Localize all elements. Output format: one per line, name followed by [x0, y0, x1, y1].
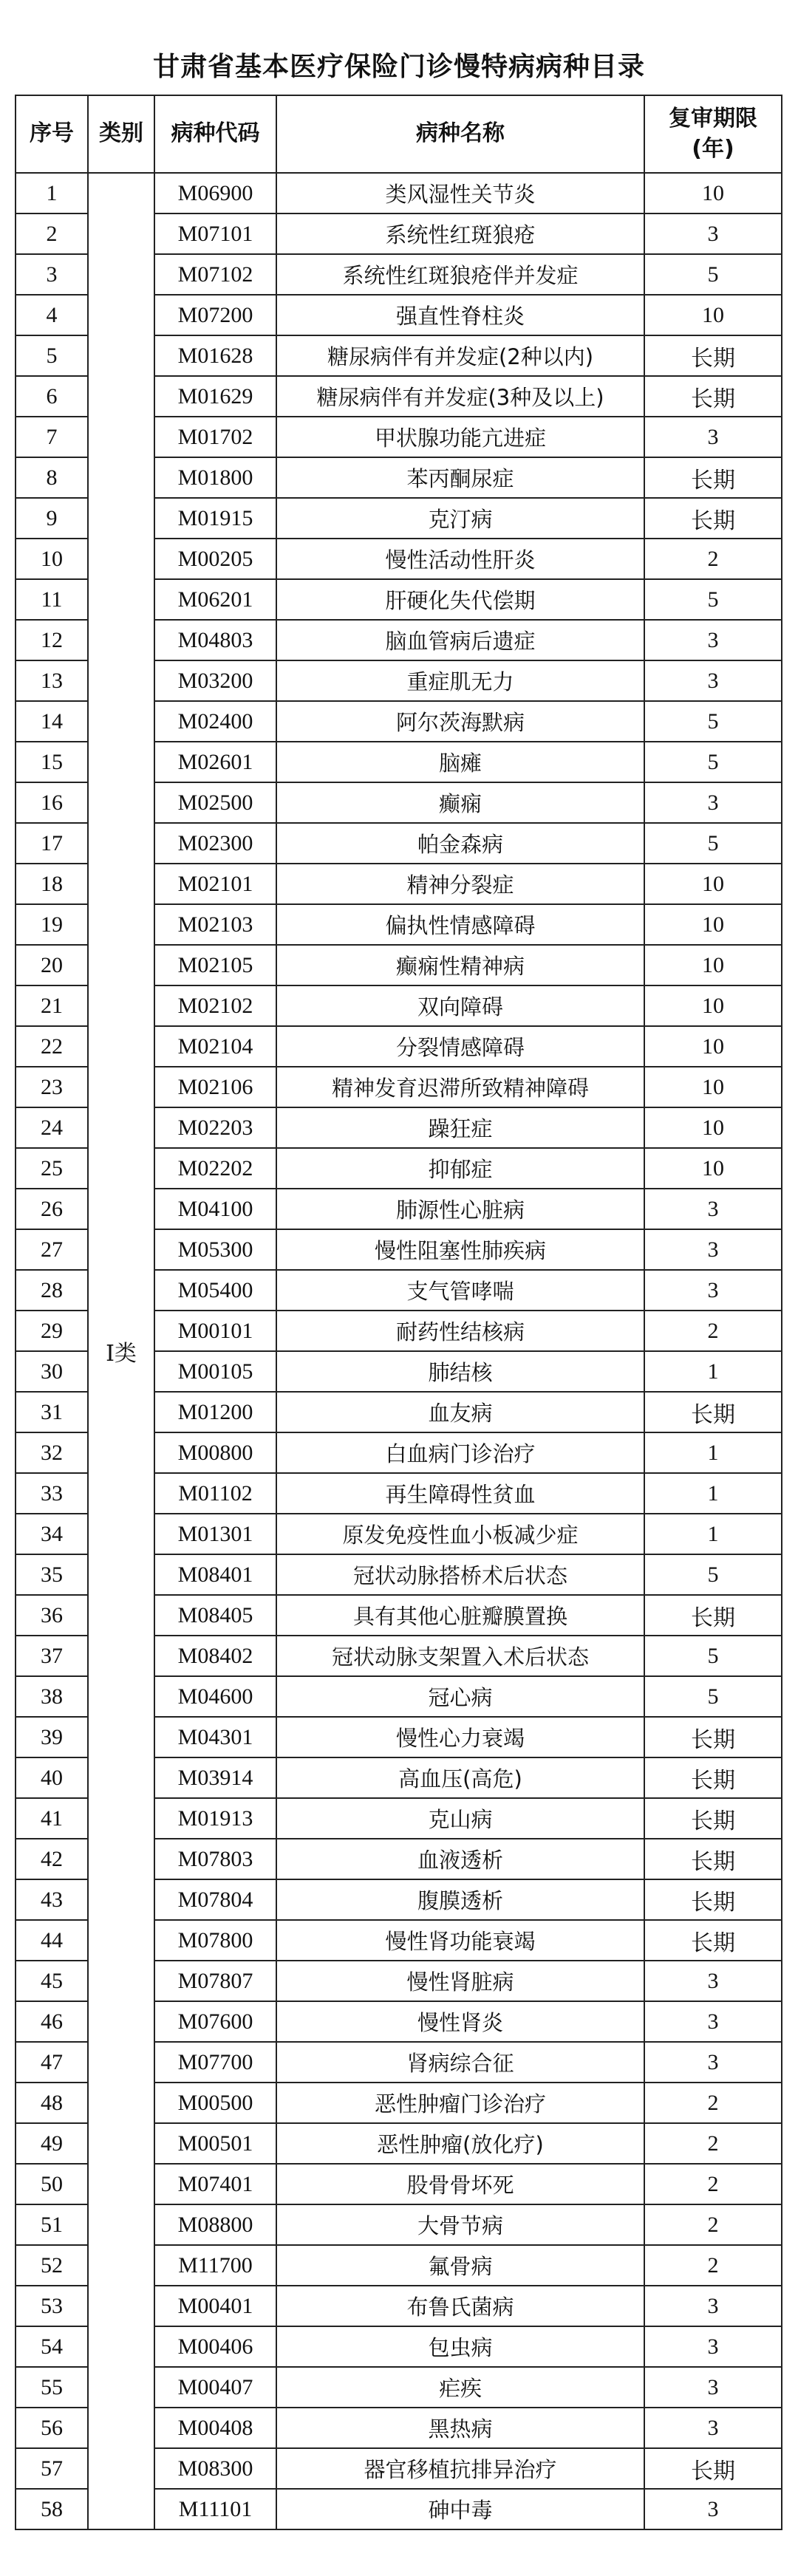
disease-name: 肾病综合征	[276, 2042, 644, 2083]
page-title: 甘肃省基本医疗保险门诊慢特病病种目录	[152, 52, 645, 82]
disease-code: M01301	[154, 1514, 276, 1554]
review-period: 长期	[644, 457, 782, 498]
review-period: 3	[644, 782, 782, 823]
row-index: 21	[16, 985, 88, 1026]
disease-code: M00406	[154, 2326, 276, 2367]
review-period: 1	[644, 1514, 782, 1554]
disease-name: 再生障碍性贫血	[276, 1473, 644, 1514]
review-period: 3	[644, 2042, 782, 2083]
review-period: 2	[644, 2083, 782, 2123]
disease-code: M02203	[154, 1107, 276, 1148]
review-period: 长期	[644, 376, 782, 417]
disease-code: M00800	[154, 1432, 276, 1473]
review-period: 1	[644, 1432, 782, 1473]
row-index: 55	[16, 2367, 88, 2408]
row-index: 46	[16, 2001, 88, 2042]
disease-name: 血友病	[276, 1392, 644, 1432]
disease-name: 苯丙酮尿症	[276, 457, 644, 498]
row-index: 24	[16, 1107, 88, 1148]
table-row	[16, 173, 782, 213]
disease-code: M02102	[154, 985, 276, 1026]
disease-name: 肝硬化失代偿期	[276, 579, 644, 620]
disease-name: 糖尿病伴有并发症(3种及以上)	[276, 376, 644, 417]
row-index: 20	[16, 945, 88, 985]
review-period: 3	[644, 213, 782, 254]
disease-name: 黑热病	[276, 2408, 644, 2448]
header-name: 病种名称	[276, 95, 644, 173]
row-index: 8	[16, 457, 88, 498]
row-index: 41	[16, 1798, 88, 1839]
row-index: 19	[16, 904, 88, 945]
disease-code: M00401	[154, 2286, 276, 2326]
row-index: 15	[16, 742, 88, 782]
disease-code: M01702	[154, 417, 276, 457]
disease-name: 大骨节病	[276, 2204, 644, 2245]
row-index: 14	[16, 701, 88, 742]
row-index: 34	[16, 1514, 88, 1554]
row-index: 48	[16, 2083, 88, 2123]
review-period: 10	[644, 864, 782, 904]
disease-name: 肺源性心脏病	[276, 1189, 644, 1229]
disease-name: 类风湿性关节炎	[276, 173, 644, 213]
row-index: 29	[16, 1311, 88, 1351]
review-period: 长期	[644, 498, 782, 539]
disease-name: 支气管哮喘	[276, 1270, 644, 1311]
disease-code: M05400	[154, 1270, 276, 1311]
review-period: 长期	[644, 1392, 782, 1432]
disease-code: M02101	[154, 864, 276, 904]
row-index: 16	[16, 782, 88, 823]
review-period: 3	[644, 1229, 782, 1270]
review-period: 10	[644, 985, 782, 1026]
disease-code: M00407	[154, 2367, 276, 2408]
review-period: 3	[644, 2001, 782, 2042]
disease-name: 冠状动脉支架置入术后状态	[276, 1636, 644, 1676]
row-index: 33	[16, 1473, 88, 1514]
disease-name: 糖尿病伴有并发症(2种以内)	[276, 335, 644, 376]
header-category: 类别	[88, 95, 154, 173]
disease-name: 系统性红斑狼疮伴并发症	[276, 254, 644, 295]
review-period: 长期	[644, 2448, 782, 2489]
disease-name: 癫痫	[276, 782, 644, 823]
row-index: 13	[16, 660, 88, 701]
row-index: 50	[16, 2164, 88, 2204]
disease-code: M04600	[154, 1676, 276, 1717]
review-period: 2	[644, 1311, 782, 1351]
review-period: 3	[644, 2326, 782, 2367]
disease-code: M08300	[154, 2448, 276, 2489]
row-index: 7	[16, 417, 88, 457]
review-period: 3	[644, 1270, 782, 1311]
review-period: 5	[644, 742, 782, 782]
disease-code: M02500	[154, 782, 276, 823]
disease-code: M04803	[154, 620, 276, 660]
disease-code: M00408	[154, 2408, 276, 2448]
disease-code: M04100	[154, 1189, 276, 1229]
disease-code: M07700	[154, 2042, 276, 2083]
disease-code: M04301	[154, 1717, 276, 1757]
row-index: 42	[16, 1839, 88, 1879]
row-index: 12	[16, 620, 88, 660]
disease-name: 偏执性情感障碍	[276, 904, 644, 945]
row-index: 31	[16, 1392, 88, 1432]
disease-name: 慢性肾功能衰竭	[276, 1920, 644, 1961]
disease-code: M08402	[154, 1636, 276, 1676]
disease-name: 重症肌无力	[276, 660, 644, 701]
row-index: 9	[16, 498, 88, 539]
row-index: 39	[16, 1717, 88, 1757]
disease-name: 克汀病	[276, 498, 644, 539]
disease-name: 氟骨病	[276, 2245, 644, 2286]
disease-name: 血液透析	[276, 1839, 644, 1879]
review-period: 2	[644, 2245, 782, 2286]
row-index: 47	[16, 2042, 88, 2083]
review-period: 5	[644, 701, 782, 742]
disease-name: 系统性红斑狼疮	[276, 213, 644, 254]
disease-name: 原发免疫性血小板减少症	[276, 1514, 644, 1554]
disease-name: 慢性活动性肝炎	[276, 539, 644, 579]
disease-name: 砷中毒	[276, 2489, 644, 2529]
disease-name: 癫痫性精神病	[276, 945, 644, 985]
row-index: 2	[16, 213, 88, 254]
disease-code: M02300	[154, 823, 276, 864]
disease-code: M07600	[154, 2001, 276, 2042]
disease-code: M01200	[154, 1392, 276, 1432]
disease-name: 器官移植抗排异治疗	[276, 2448, 644, 2489]
disease-name: 耐药性结核病	[276, 1311, 644, 1351]
review-period: 1	[644, 1473, 782, 1514]
disease-name: 恶性肿瘤(放化疗)	[276, 2123, 644, 2164]
review-period: 长期	[644, 1920, 782, 1961]
disease-code: M00101	[154, 1311, 276, 1351]
review-period: 3	[644, 1961, 782, 2001]
disease-name: 帕金森病	[276, 823, 644, 864]
review-period: 3	[644, 2408, 782, 2448]
row-index: 36	[16, 1595, 88, 1636]
review-period: 5	[644, 1554, 782, 1595]
row-index: 58	[16, 2489, 88, 2529]
row-index: 1	[16, 173, 88, 213]
disease-code: M03200	[154, 660, 276, 701]
disease-code: M00205	[154, 539, 276, 579]
row-index: 35	[16, 1554, 88, 1595]
row-index: 10	[16, 539, 88, 579]
disease-code: M11101	[154, 2489, 276, 2529]
disease-name: 慢性心力衰竭	[276, 1717, 644, 1757]
disease-name: 慢性阻塞性肺疾病	[276, 1229, 644, 1270]
review-period: 10	[644, 1026, 782, 1067]
review-period: 长期	[644, 1757, 782, 1798]
review-period: 3	[644, 660, 782, 701]
header-code: 病种代码	[154, 95, 276, 173]
header-review-period-line1: 复审期限	[669, 106, 757, 131]
disease-code: M07200	[154, 295, 276, 335]
disease-code: M07804	[154, 1879, 276, 1920]
disease-name: 布鲁氏菌病	[276, 2286, 644, 2326]
row-index: 53	[16, 2286, 88, 2326]
disease-code: M01629	[154, 376, 276, 417]
review-period: 长期	[644, 1717, 782, 1757]
row-index: 30	[16, 1351, 88, 1392]
review-period: 2	[644, 2123, 782, 2164]
disease-code: M06900	[154, 173, 276, 213]
disease-code: M08405	[154, 1595, 276, 1636]
disease-code: M08401	[154, 1554, 276, 1595]
disease-code: M01102	[154, 1473, 276, 1514]
disease-name: 脑血管病后遗症	[276, 620, 644, 660]
review-period: 5	[644, 1676, 782, 1717]
category-cell: Ⅰ类	[88, 173, 154, 2529]
disease-code: M07401	[154, 2164, 276, 2204]
review-period: 3	[644, 620, 782, 660]
review-period: 3	[644, 2489, 782, 2529]
disease-code: M03914	[154, 1757, 276, 1798]
disease-name: 疟疾	[276, 2367, 644, 2408]
row-index: 43	[16, 1879, 88, 1920]
row-index: 38	[16, 1676, 88, 1717]
review-period: 长期	[644, 1798, 782, 1839]
row-index: 40	[16, 1757, 88, 1798]
disease-name: 强直性脊柱炎	[276, 295, 644, 335]
disease-name: 高血压(高危)	[276, 1757, 644, 1798]
row-index: 22	[16, 1026, 88, 1067]
review-period: 长期	[644, 1839, 782, 1879]
header-review-period-line2: (年)	[692, 135, 734, 162]
header-review-period	[644, 95, 782, 173]
disease-code: M02104	[154, 1026, 276, 1067]
row-index: 56	[16, 2408, 88, 2448]
row-index: 28	[16, 1270, 88, 1311]
disease-code: M02103	[154, 904, 276, 945]
row-index: 3	[16, 254, 88, 295]
review-period: 3	[644, 417, 782, 457]
disease-name: 精神分裂症	[276, 864, 644, 904]
row-index: 27	[16, 1229, 88, 1270]
review-period: 2	[644, 2204, 782, 2245]
disease-code: M07101	[154, 213, 276, 254]
row-index: 44	[16, 1920, 88, 1961]
disease-name: 躁狂症	[276, 1107, 644, 1148]
row-index: 32	[16, 1432, 88, 1473]
row-index: 37	[16, 1636, 88, 1676]
disease-code: M00105	[154, 1351, 276, 1392]
row-index: 23	[16, 1067, 88, 1107]
disease-name: 肺结核	[276, 1351, 644, 1392]
review-period: 5	[644, 579, 782, 620]
disease-code: M01628	[154, 335, 276, 376]
review-period: 长期	[644, 335, 782, 376]
table-body	[16, 173, 782, 2529]
disease-name: 脑瘫	[276, 742, 644, 782]
row-index: 52	[16, 2245, 88, 2286]
disease-name: 阿尔茨海默病	[276, 701, 644, 742]
disease-code: M01800	[154, 457, 276, 498]
row-index: 25	[16, 1148, 88, 1189]
disease-code: M11700	[154, 2245, 276, 2286]
disease-name: 双向障碍	[276, 985, 644, 1026]
row-index: 17	[16, 823, 88, 864]
disease-name: 分裂情感障碍	[276, 1026, 644, 1067]
row-index: 6	[16, 376, 88, 417]
disease-name: 抑郁症	[276, 1148, 644, 1189]
review-period: 10	[644, 1107, 782, 1148]
review-period: 10	[644, 173, 782, 213]
disease-name: 腹膜透析	[276, 1879, 644, 1920]
disease-code: M02105	[154, 945, 276, 985]
disease-code: M00501	[154, 2123, 276, 2164]
table-header-row	[16, 95, 782, 173]
row-index: 5	[16, 335, 88, 376]
review-period: 长期	[644, 1595, 782, 1636]
row-index: 54	[16, 2326, 88, 2367]
row-index: 51	[16, 2204, 88, 2245]
row-index: 26	[16, 1189, 88, 1229]
disease-code: M06201	[154, 579, 276, 620]
disease-code: M02202	[154, 1148, 276, 1189]
disease-code: M01915	[154, 498, 276, 539]
disease-code: M08800	[154, 2204, 276, 2245]
review-period: 3	[644, 2367, 782, 2408]
disease-code: M07800	[154, 1920, 276, 1961]
row-index: 18	[16, 864, 88, 904]
disease-name: 精神发育迟滞所致精神障碍	[276, 1067, 644, 1107]
review-period: 10	[644, 1148, 782, 1189]
disease-code: M02601	[154, 742, 276, 782]
disease-name: 慢性肾脏病	[276, 1961, 644, 2001]
disease-name: 冠状动脉搭桥术后状态	[276, 1554, 644, 1595]
row-index: 11	[16, 579, 88, 620]
disease-name: 包虫病	[276, 2326, 644, 2367]
review-period: 5	[644, 254, 782, 295]
disease-code: M00500	[154, 2083, 276, 2123]
review-period: 10	[644, 295, 782, 335]
review-period: 10	[644, 904, 782, 945]
disease-name: 冠心病	[276, 1676, 644, 1717]
review-period: 长期	[644, 1879, 782, 1920]
review-period: 1	[644, 1351, 782, 1392]
disease-name: 甲状腺功能亢进症	[276, 417, 644, 457]
disease-name: 恶性肿瘤门诊治疗	[276, 2083, 644, 2123]
disease-code: M02400	[154, 701, 276, 742]
disease-name: 慢性肾炎	[276, 2001, 644, 2042]
disease-code: M01913	[154, 1798, 276, 1839]
review-period: 2	[644, 539, 782, 579]
review-period: 3	[644, 2286, 782, 2326]
row-index: 45	[16, 1961, 88, 2001]
row-index: 49	[16, 2123, 88, 2164]
disease-name: 白血病门诊治疗	[276, 1432, 644, 1473]
review-period: 2	[644, 2164, 782, 2204]
review-period: 10	[644, 1067, 782, 1107]
header-index: 序号	[16, 95, 88, 173]
disease-catalog-table	[15, 95, 782, 2530]
row-index: 4	[16, 295, 88, 335]
disease-name: 克山病	[276, 1798, 644, 1839]
review-period: 10	[644, 945, 782, 985]
disease-name: 股骨骨坏死	[276, 2164, 644, 2204]
disease-code: M07803	[154, 1839, 276, 1879]
disease-code: M02106	[154, 1067, 276, 1107]
disease-name: 具有其他心脏瓣膜置换	[276, 1595, 644, 1636]
row-index: 57	[16, 2448, 88, 2489]
review-period: 5	[644, 823, 782, 864]
review-period: 5	[644, 1636, 782, 1676]
disease-code: M07807	[154, 1961, 276, 2001]
disease-code: M05300	[154, 1229, 276, 1270]
review-period: 3	[644, 1189, 782, 1229]
disease-code: M07102	[154, 254, 276, 295]
